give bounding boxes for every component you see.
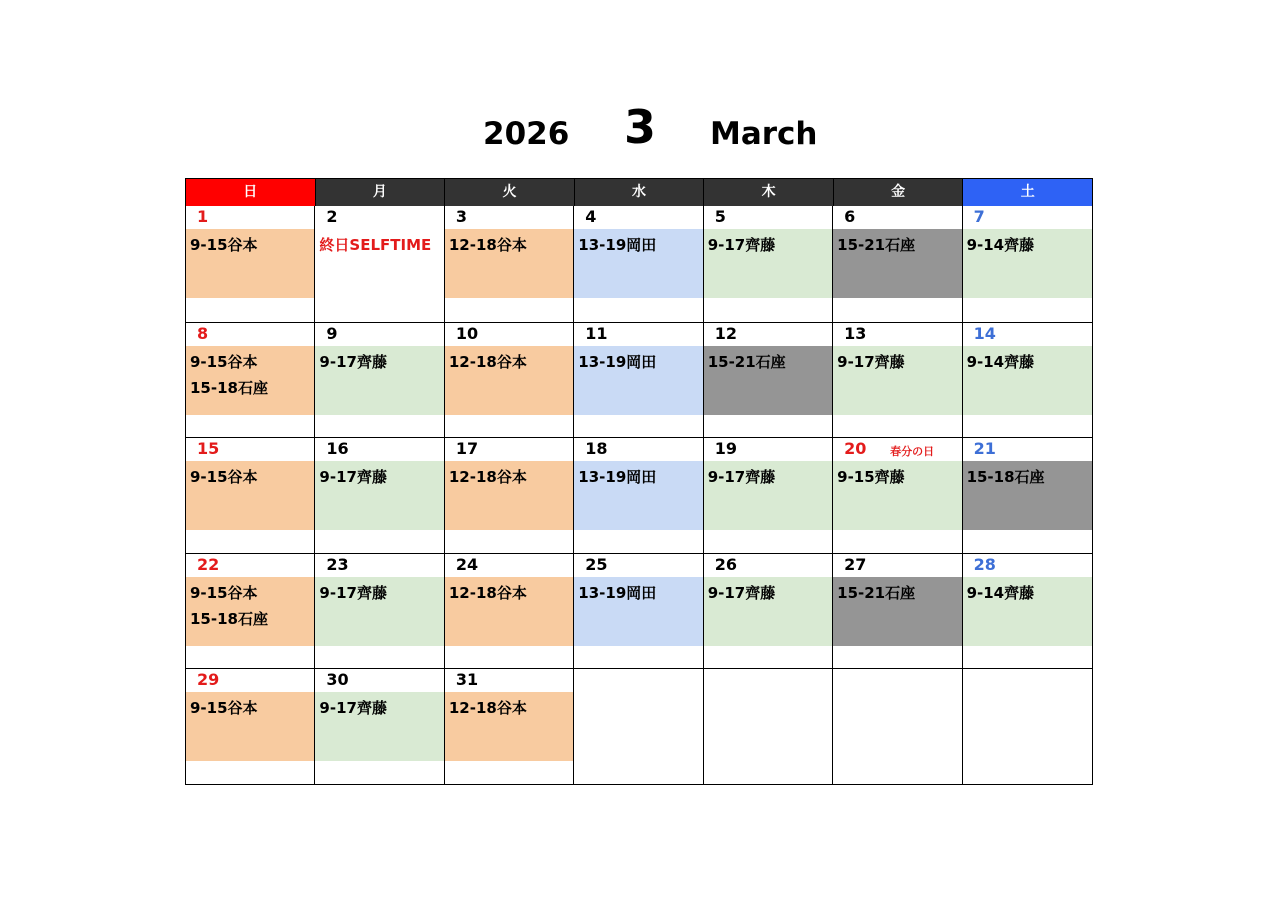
shift-entry: 9-17齊藤 xyxy=(319,468,387,487)
shift-list xyxy=(449,232,571,258)
shift-entry: 15-21石座 xyxy=(707,352,786,371)
shift-list xyxy=(837,464,959,490)
day-cell[interactable] xyxy=(186,206,315,322)
day-cell[interactable] xyxy=(704,553,833,669)
weekday-header-sat: 土 xyxy=(963,179,1092,206)
day-number: 24 xyxy=(455,554,479,574)
shift-list xyxy=(967,580,1090,606)
shift-list xyxy=(190,232,312,258)
shift-list xyxy=(319,464,441,490)
shift-entry: 9-15谷本 xyxy=(190,236,258,254)
day-cell[interactable] xyxy=(574,322,703,438)
day-number: 23 xyxy=(326,554,349,574)
day-cell[interactable] xyxy=(315,553,444,669)
shift-list xyxy=(449,695,571,721)
day-cell[interactable] xyxy=(445,553,574,669)
weekday-header-sun: 日 xyxy=(186,179,316,206)
shift-list xyxy=(449,580,571,606)
day-cell[interactable] xyxy=(833,322,962,438)
shift-list xyxy=(578,232,700,258)
shift-entry: 15-18石座 xyxy=(190,609,268,628)
day-number: 11 xyxy=(585,323,608,343)
shift-list xyxy=(190,349,312,401)
shift-entry: 9-17齊藤 xyxy=(707,236,776,254)
shift-list xyxy=(967,349,1090,375)
shift-list xyxy=(708,349,830,375)
day-cell[interactable] xyxy=(445,322,574,438)
day-cell[interactable] xyxy=(315,206,444,322)
weekday-header-fri: 金 xyxy=(834,179,964,206)
shift-list xyxy=(578,349,700,375)
shift-entry: 9-15谷本 xyxy=(190,699,258,718)
shift-list xyxy=(967,232,1090,258)
day-cell[interactable] xyxy=(186,668,315,784)
day-cells xyxy=(186,206,1092,784)
shift-list xyxy=(578,580,700,606)
day-cell[interactable] xyxy=(833,437,962,553)
shift-list xyxy=(319,580,441,606)
shift-entry: 9-17齊藤 xyxy=(319,352,387,371)
day-number: 25 xyxy=(585,554,608,574)
day-cell[interactable] xyxy=(574,668,703,784)
day-cell[interactable] xyxy=(186,322,315,438)
shift-entry: 15-21石座 xyxy=(837,583,916,602)
day-number: 17 xyxy=(455,439,479,459)
day-number: 1 xyxy=(197,207,209,226)
day-number: 5 xyxy=(714,207,726,226)
day-cell[interactable] xyxy=(445,668,574,784)
day-cell[interactable] xyxy=(186,553,315,669)
day-cell[interactable] xyxy=(574,206,703,322)
day-cell[interactable] xyxy=(833,668,962,784)
shift-entry: 12-18谷本 xyxy=(448,468,527,487)
shift-list xyxy=(578,464,700,490)
day-number: 12 xyxy=(714,323,737,343)
shift-entry: 9-15谷本 xyxy=(190,468,258,487)
shift-entry: 9-17齊藤 xyxy=(707,468,776,487)
shift-entry: 13-19岡田 xyxy=(578,352,657,371)
day-cell[interactable] xyxy=(833,553,962,669)
day-number: 9 xyxy=(326,323,338,343)
weekday-header-tue: 火 xyxy=(445,179,575,206)
calendar-grid xyxy=(185,178,1093,785)
shift-entry: 12-18谷本 xyxy=(448,352,527,371)
shift-entry: 15-18石座 xyxy=(966,468,1045,487)
day-number: 10 xyxy=(455,323,479,343)
day-cell[interactable] xyxy=(963,322,1092,438)
day-cell[interactable] xyxy=(315,668,444,784)
day-number: 13 xyxy=(844,323,867,343)
shift-list xyxy=(837,232,959,258)
weekday-header-row xyxy=(186,179,1092,206)
title-month-number: 3 xyxy=(624,100,657,154)
day-number: 16 xyxy=(326,439,349,459)
shift-list xyxy=(708,464,830,490)
day-cell[interactable] xyxy=(963,668,1092,784)
day-cell[interactable] xyxy=(186,437,315,553)
day-number: 15 xyxy=(197,439,220,459)
day-number: 20 xyxy=(844,439,867,459)
day-number: 6 xyxy=(844,207,856,226)
shift-entry: 13-19岡田 xyxy=(578,583,657,602)
day-number: 22 xyxy=(197,554,220,574)
shift-entry: 9-14齊藤 xyxy=(966,583,1035,602)
shift-list xyxy=(190,464,312,490)
day-number: 2 xyxy=(326,207,338,226)
day-number: 3 xyxy=(455,207,467,226)
day-cell[interactable] xyxy=(574,553,703,669)
weekday-header-thu: 木 xyxy=(704,179,834,206)
day-cell[interactable] xyxy=(833,206,962,322)
calendar-title xyxy=(0,100,1280,170)
day-number: 18 xyxy=(585,439,608,459)
day-cell[interactable] xyxy=(963,437,1092,553)
shift-entry: 12-18谷本 xyxy=(448,236,527,254)
day-cell[interactable] xyxy=(315,437,444,553)
shift-list xyxy=(837,349,959,375)
shift-entry: 15-18石座 xyxy=(190,378,268,397)
weekday-header-mon: 月 xyxy=(316,179,446,206)
shift-entry: 9-17齊藤 xyxy=(319,583,387,602)
shift-entry: 15-21石座 xyxy=(837,236,916,254)
weekday-header-wed: 水 xyxy=(575,179,705,206)
shift-list xyxy=(319,349,441,375)
shift-list xyxy=(449,464,571,490)
day-cell[interactable] xyxy=(704,437,833,553)
day-cell[interactable] xyxy=(704,668,833,784)
title-year: 2026 xyxy=(483,116,570,152)
shift-list xyxy=(190,695,312,721)
day-cell[interactable] xyxy=(315,322,444,438)
day-cell[interactable] xyxy=(963,553,1092,669)
shift-entry: 9-14齊藤 xyxy=(966,352,1035,371)
shift-list xyxy=(708,232,830,258)
title-month-english: March xyxy=(710,116,818,152)
day-cell[interactable] xyxy=(704,206,833,322)
shift-list xyxy=(319,232,441,258)
day-cell[interactable] xyxy=(963,206,1092,322)
day-number: 31 xyxy=(455,670,479,690)
shift-entry: 9-17齊藤 xyxy=(319,699,387,718)
shift-list xyxy=(190,580,312,632)
day-number: 4 xyxy=(585,207,597,226)
holiday-label: 春分の日 xyxy=(890,445,935,459)
day-number: 26 xyxy=(714,554,737,574)
day-number: 27 xyxy=(844,554,867,574)
shift-entry: 9-15谷本 xyxy=(190,583,258,602)
day-cell[interactable] xyxy=(445,437,574,553)
shift-entry: 12-18谷本 xyxy=(448,583,527,602)
day-number: 29 xyxy=(197,670,220,690)
shift-entry: 12-18谷本 xyxy=(448,699,527,718)
shift-list xyxy=(708,580,830,606)
day-number: 8 xyxy=(197,323,209,343)
day-number: 21 xyxy=(973,439,996,459)
shift-entry: 9-17齊藤 xyxy=(837,352,905,371)
shift-entry: 9-17齊藤 xyxy=(707,583,776,602)
shift-list xyxy=(967,464,1090,490)
day-cell[interactable] xyxy=(574,437,703,553)
shift-entry: 13-19岡田 xyxy=(578,236,657,254)
shift-entry: 9-15齊藤 xyxy=(837,468,905,487)
shift-list xyxy=(319,695,441,721)
shift-entry: 9-14齊藤 xyxy=(966,236,1035,254)
shift-entry: 終日SELFTIME xyxy=(319,236,432,254)
day-number: 19 xyxy=(714,439,737,459)
day-cell[interactable] xyxy=(704,322,833,438)
day-number: 30 xyxy=(326,670,349,690)
shift-entry: 9-15谷本 xyxy=(190,352,258,371)
shift-list xyxy=(837,580,959,606)
day-cell[interactable] xyxy=(445,206,574,322)
day-number: 28 xyxy=(973,554,996,574)
shift-list xyxy=(449,349,571,375)
day-number: 7 xyxy=(973,207,985,226)
day-number: 14 xyxy=(973,323,996,343)
shift-entry: 13-19岡田 xyxy=(578,468,657,487)
